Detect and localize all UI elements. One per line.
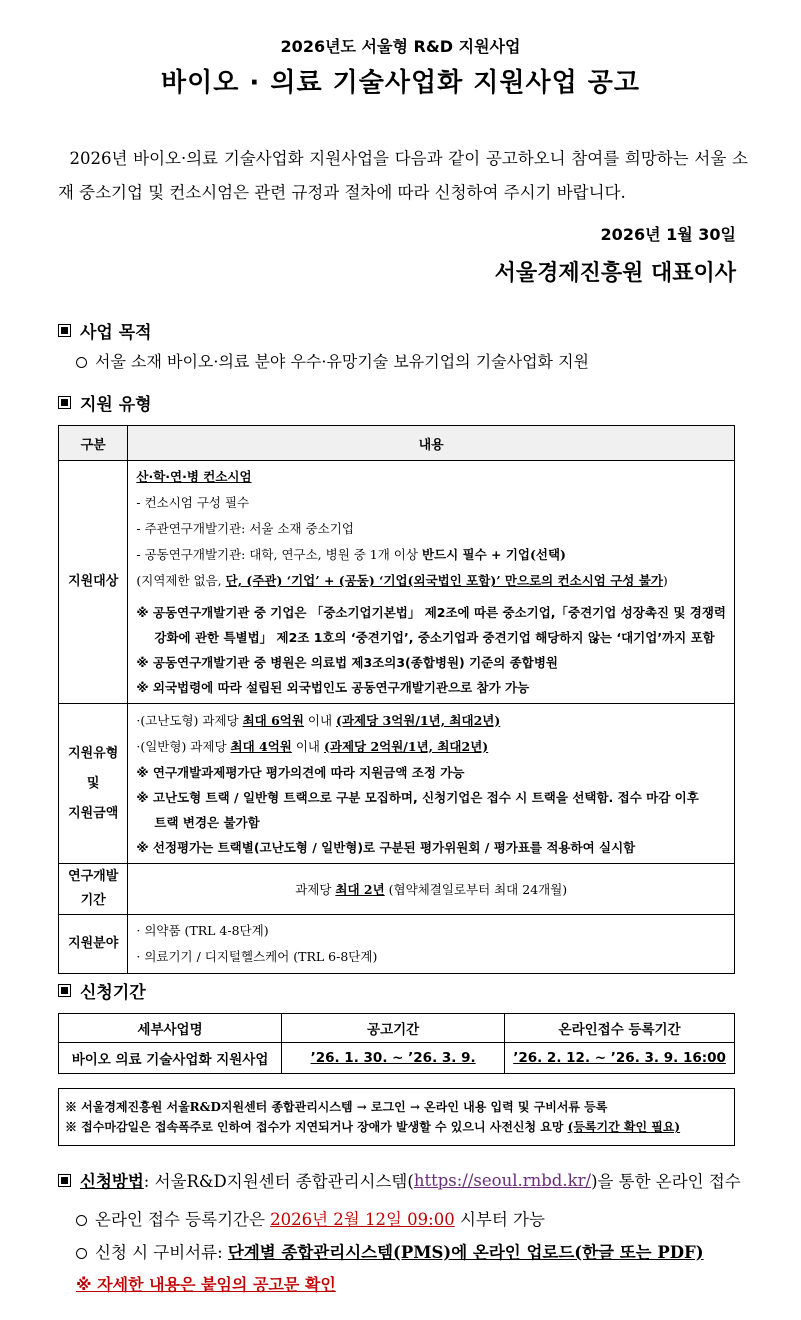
announcement-date: 2026년 1월 30일: [600, 225, 736, 244]
col-header-notice-period: 공고기간: [282, 1014, 505, 1043]
target-line: (지역제한 없음, 단, (주관) ‘기업’ + (공동) ‘기업(외국법인 포함)’ 만으로의 컨소시엄 구성 불가): [136, 573, 668, 588]
target-line: - 공동연구개발기관: 대학, 연구소, 병원 중 1개 이상 반드시 필수 + 기업(선택): [136, 547, 566, 562]
row-label-field: 지원분야: [59, 915, 128, 974]
intro-paragraph: [58, 142, 748, 210]
announcement-title: 바이오 · 의료 기술사업화 지원사업 공고: [161, 68, 640, 98]
field-content: [128, 915, 735, 974]
target-note: ※ 공동연구개발기관 중 병원은 의료법 제3조의3(종합병원) 기준의 종합병원: [136, 655, 558, 670]
table-row-target: [59, 461, 735, 704]
row-label-amount: 지원유형 및 지원금액: [59, 704, 128, 864]
application-method-text-b: )을 통한 온라인 접수: [591, 1172, 741, 1191]
circle-bullet-icon: [76, 1215, 87, 1226]
target-content: [128, 461, 735, 704]
registration-start-datetime: 2026년 2월 12일 09:00: [270, 1210, 455, 1229]
square-bullet-icon: [58, 396, 71, 409]
purpose-item: [76, 349, 589, 372]
target-line: - 주관연구개발기관: 서울 소재 중소기업: [136, 521, 354, 536]
target-note: 강화에 관한 특별법」 제2조 1호의 ‘중견기업’, 중소기업과 중견기업 해당하지 않는 ‘대기업’까지 포함: [154, 630, 715, 645]
amount-note: 트랙 변경은 불가함: [154, 814, 260, 830]
intro-text: 2026년 바이오·의료 기술사업화 지원사업을 다음과 같이 공고하오니 참여를 희망하는 서울 소재 중소기업 및 컨소시엄은 관련 규정과 절차에 따라 신청하여 주시기 바랍니다.: [58, 149, 748, 202]
application-method: [58, 1168, 741, 1192]
table-row-field: [59, 915, 735, 974]
amount-note: ※ 고난도형 트랙 / 일반형 트랙으로 구분 모집하며, 신청기업은 접수 시 트랙을 선택함. 접수 마감 이후: [136, 789, 699, 805]
col-header-content: 내용: [128, 426, 735, 461]
support-types-heading-text: 지원 유형: [80, 395, 152, 415]
col-header-program: 세부사업명: [59, 1014, 282, 1043]
application-period-heading: [58, 978, 146, 1003]
organization-name: 서울경제진흥원 대표이사: [494, 261, 736, 286]
registration-start-item: 온라인 접수 등록기간은 2026년 2월 12일 09:00 시부터 가능: [76, 1206, 545, 1230]
purpose-text: 서울 소재 바이오·의료 분야 우수·유망기술 보유기업의 기술사업화 지원: [95, 352, 589, 371]
target-note: ※ 공동연구개발기관 중 기업은 「중소기업기본법」 제2조에 따른 중소기업,「중견기업 성장촉진 및 경쟁력: [136, 605, 726, 620]
notice-period: ’26. 1. 30. ~ ’26. 3. 9.: [282, 1043, 505, 1074]
application-method-heading: 신청방법: [80, 1172, 144, 1191]
table-header-row: [59, 426, 735, 461]
detail-note: ※ 자세한 내용은 붙임의 공고문 확인: [76, 1275, 336, 1294]
circle-bullet-icon: [76, 1248, 87, 1259]
amount-line-general: ·(일반형) 과제당 최대 4억원 이내 (과제당 2억원/1년, 최대2년): [136, 738, 489, 754]
required-documents-item: 신청 시 구비서류: 단계별 종합관리시스템(PMS)에 온라인 업로드(한글 또는 PDF): [76, 1239, 704, 1263]
notice-box: [58, 1088, 735, 1146]
table-header-row: [59, 1014, 735, 1043]
col-header-registration-period: 온라인접수 등록기간: [505, 1014, 735, 1043]
amount-note: ※ 선정평가는 트랙별(고난도형 / 일반형)로 구분된 평가위원회 / 평가표를 적용하여 실시함: [136, 839, 636, 855]
table-row-amount: [59, 704, 735, 864]
row-label-period: 연구개발 기간: [59, 864, 128, 915]
period-content: 과제당 최대 2년 (협약체결일로부터 최대 24개월): [128, 864, 735, 915]
purpose-heading: [58, 318, 152, 343]
required-documents-text: 단계별 종합관리시스템(PMS)에 온라인 업로드(한글 또는 PDF): [227, 1243, 704, 1262]
notice-line: ※ 접수마감일은 접속폭주로 인하여 접수가 지연되거나 장애가 발생할 수 있으니 사전신청 요망 (등록기간 확인 필요): [65, 1120, 681, 1134]
col-header-category: 구분: [59, 426, 128, 461]
amount-line-hard: ·(고난도형) 과제당 최대 6억원 이내 (과제당 3억원/1년, 최대2년): [136, 712, 501, 728]
support-types-table: [58, 425, 735, 974]
registration-period: ’26. 2. 12. ~ ’26. 3. 9. 16:00: [505, 1043, 735, 1074]
system-link[interactable]: https://seoul.rnbd.kr/: [413, 1170, 592, 1190]
purpose-heading-text: 사업 목적: [80, 323, 152, 343]
program-name: 바이오 의료 기술사업화 지원사업: [59, 1043, 282, 1074]
table-row-period: [59, 864, 735, 915]
application-method-text-a: : 서울R&D지원센터 종합관리시스템(: [143, 1172, 414, 1191]
row-label-target: 지원대상: [59, 461, 128, 704]
target-note: ※ 외국법령에 따라 설립된 외국법인도 공동연구개발기관으로 참가 가능: [136, 680, 530, 695]
notice-line: ※ 서울경제진흥원 서울R&D지원센터 종합관리시스템 → 로그인 → 온라인 내용 입력 및 구비서류 등록: [65, 1100, 608, 1114]
field-item: · 의약품 (TRL 4-8단계): [136, 923, 269, 938]
square-bullet-icon: [58, 1174, 71, 1187]
amount-content: [128, 704, 735, 864]
square-bullet-icon: [58, 324, 71, 337]
application-period-table: [58, 1013, 735, 1074]
target-line: - 컨소시엄 구성 필수: [136, 495, 250, 510]
field-item: · 의료기기 / 디지털헬스케어 (TRL 6-8단계): [136, 949, 378, 964]
consortium-title: 산·학·연·병 컨소시엄: [136, 469, 252, 484]
circle-bullet-icon: [76, 357, 87, 368]
application-period-heading-text: 신청기간: [80, 983, 146, 1003]
announcement-subtitle: 2026년도 서울형 R&D 지원사업: [280, 37, 521, 56]
amount-note: ※ 연구개발과제평가단 평가의견에 따라 지원금액 조정 가능: [136, 764, 465, 780]
support-types-heading: [58, 390, 152, 415]
table-row: [59, 1043, 735, 1074]
square-bullet-icon: [58, 984, 71, 997]
